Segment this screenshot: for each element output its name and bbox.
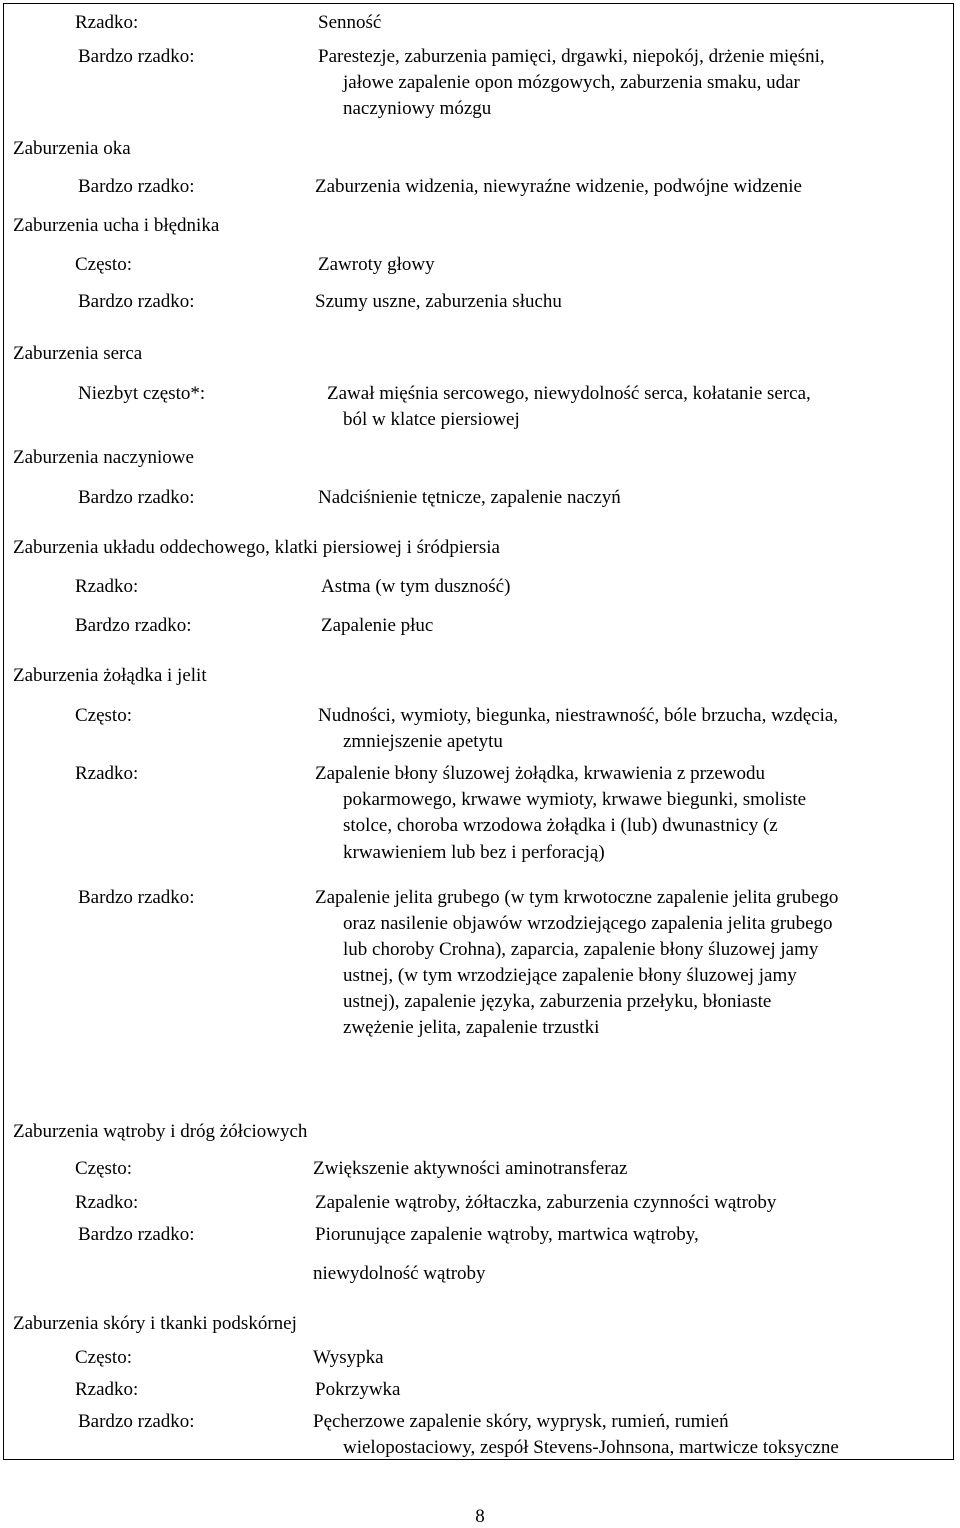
frequency-label-bardzo-rzadko: Bardzo rzadko: — [78, 176, 195, 197]
frequency-label-czesto: Często: — [75, 705, 132, 726]
frequency-label-bardzo-rzadko: Bardzo rzadko: — [78, 1224, 195, 1245]
nervous-rzadko-text: Senność — [318, 12, 382, 33]
frequency-label-bardzo-rzadko: Bardzo rzadko: — [75, 615, 192, 636]
nervous-bardzo-rzadko-line: Parestezje, zaburzenia pamięci, drgawki, niepokój, drżenie mięśni, — [318, 46, 825, 67]
gastro-bardzo-rzadko-line: zwężenie jelita, zapalenie trzustki — [343, 1017, 600, 1038]
frequency-label-rzadko: Rzadko: — [75, 1379, 139, 1400]
section-heading-vascular: Zaburzenia naczyniowe — [13, 447, 194, 468]
section-heading-heart: Zaburzenia serca — [13, 343, 143, 364]
respiratory-rzadko-text: Astma (w tym duszność) — [321, 576, 511, 597]
eye-bardzo-rzadko-text: Zaburzenia widzenia, niewyraźne widzenie, podwójne widzenie — [315, 176, 802, 197]
gastro-bardzo-rzadko-line: Zapalenie jelita grubego (w tym krwotoczne zapalenie jelita grubego — [315, 887, 839, 908]
section-heading-skin: Zaburzenia skóry i tkanki podskórnej — [13, 1313, 297, 1334]
section-heading-eye: Zaburzenia oka — [13, 138, 131, 159]
nervous-bardzo-rzadko-line: naczyniowy mózgu — [343, 98, 492, 119]
frequency-label-rzadko: Rzadko: — [75, 576, 139, 597]
ear-bardzo-rzadko-text: Szumy uszne, zaburzenia słuchu — [315, 291, 562, 312]
vascular-bardzo-rzadko-text: Nadciśnienie tętnicze, zapalenie naczyń — [318, 487, 621, 508]
gastro-czesto-line: Nudności, wymioty, biegunka, niestrawność, bóle brzucha, wzdęcia, — [318, 705, 839, 726]
gastro-czesto-line: zmniejszenie apetytu — [343, 731, 503, 752]
frequency-label-bardzo-rzadko: Bardzo rzadko: — [78, 1411, 195, 1432]
frequency-label-czesto: Często: — [75, 1158, 132, 1179]
liver-czesto-text: Zwiększenie aktywności aminotransferaz — [313, 1158, 628, 1179]
section-heading-respiratory: Zaburzenia układu oddechowego, klatki piersiowej i śródpiersia — [13, 537, 500, 558]
frequency-label-bardzo-rzadko: Bardzo rzadko: — [78, 487, 195, 508]
liver-bardzo-rzadko-line: Piorunujące zapalenie wątroby, martwica wątroby, — [315, 1224, 699, 1245]
section-heading-ear: Zaburzenia ucha i błędnika — [13, 215, 220, 236]
section-heading-liver: Zaburzenia wątroby i dróg żółciowych — [13, 1121, 308, 1142]
skin-czesto-text: Wysypka — [313, 1347, 384, 1368]
frequency-label-czesto: Często: — [75, 254, 132, 275]
respiratory-bardzo-rzadko-text: Zapalenie płuc — [321, 615, 434, 636]
skin-bardzo-rzadko-line: wielopostaciowy, zespół Stevens-Johnsona, martwicze toksyczne — [343, 1437, 839, 1458]
gastro-rzadko-line: pokarmowego, krwawe wymioty, krwawe biegunki, smoliste — [343, 789, 807, 810]
skin-rzadko-text: Pokrzywka — [315, 1379, 401, 1400]
section-heading-gastro: Zaburzenia żołądka i jelit — [13, 665, 207, 686]
liver-rzadko-text: Zapalenie wątroby, żółtaczka, zaburzenia czynności wątroby — [315, 1192, 777, 1213]
nervous-bardzo-rzadko-line: jałowe zapalenie opon mózgowych, zaburzenia smaku, udar — [343, 72, 800, 93]
gastro-rzadko-line: stolce, choroba wrzodowa żołądka i (lub) dwunastnicy (z — [343, 815, 778, 836]
skin-bardzo-rzadko-line: Pęcherzowe zapalenie skóry, wyprysk, rumień, rumień — [313, 1411, 729, 1432]
heart-niezbyt-czesto-line: Zawał mięśnia sercowego, niewydolność serca, kołatanie serca, — [327, 383, 811, 404]
gastro-bardzo-rzadko-line: ustnej, (w tym wrzodziejące zapalenie błony śluzowej jamy — [343, 965, 797, 986]
liver-bardzo-rzadko-line: niewydolność wątroby — [313, 1263, 486, 1284]
gastro-bardzo-rzadko-line: oraz nasilenie objawów wrzodziejącego zapalenia jelita grubego — [343, 913, 833, 934]
gastro-bardzo-rzadko-line: ustnej), zapalenie języka, zaburzenia przełyku, błoniaste — [343, 991, 772, 1012]
heart-niezbyt-czesto-line: ból w klatce piersiowej — [343, 409, 520, 430]
gastro-bardzo-rzadko-line: lub choroby Crohna), zaparcia, zapalenie błony śluzowej jamy — [343, 939, 819, 960]
ear-czesto-text: Zawroty głowy — [318, 254, 435, 275]
frequency-label-rzadko: Rzadko: — [75, 1192, 139, 1213]
frequency-label-czesto: Często: — [75, 1347, 132, 1368]
frequency-label-bardzo-rzadko: Bardzo rzadko: — [78, 46, 195, 67]
gastro-rzadko-line: Zapalenie błony śluzowej żołądka, krwawienia z przewodu — [315, 763, 766, 784]
page-number: 8 — [475, 1506, 485, 1527]
frequency-label-rzadko: Rzadko: — [75, 12, 139, 33]
gastro-rzadko-line: krwawieniem lub bez i perforacją) — [343, 842, 605, 863]
frequency-label-niezbyt-czesto: Niezbyt często*: — [78, 383, 206, 404]
frequency-label-bardzo-rzadko: Bardzo rzadko: — [78, 291, 195, 312]
frequency-label-rzadko: Rzadko: — [75, 763, 139, 784]
frequency-label-bardzo-rzadko: Bardzo rzadko: — [78, 887, 195, 908]
